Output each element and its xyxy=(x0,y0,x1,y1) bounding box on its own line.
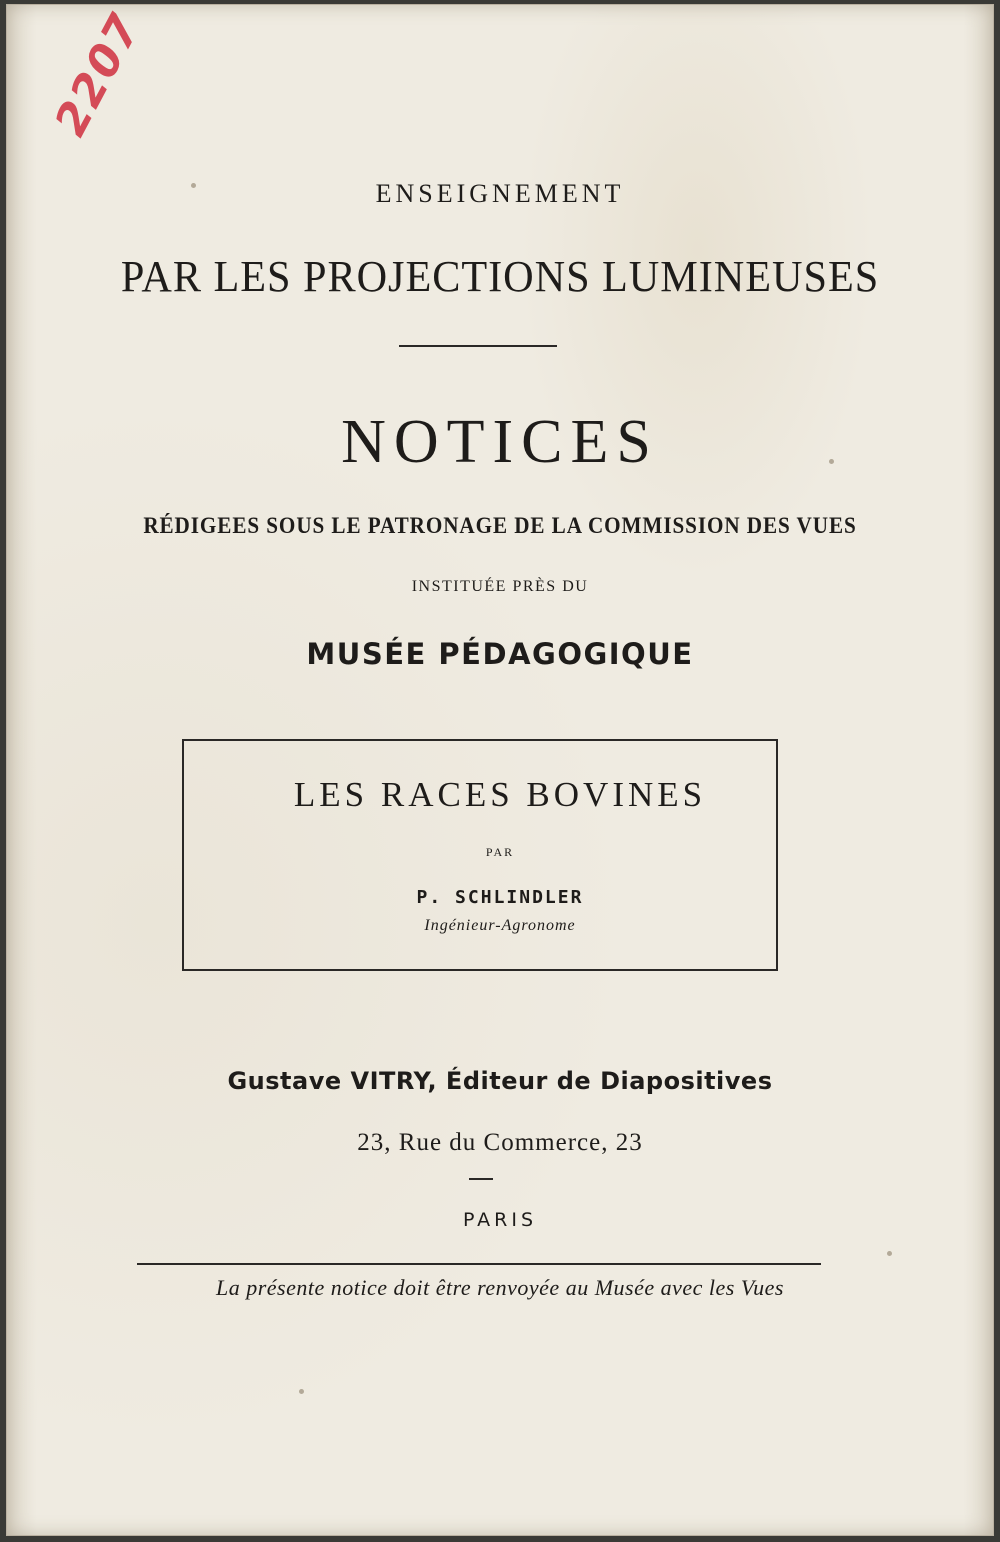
work-title: LES RACES BOVINES xyxy=(293,775,707,814)
dash-divider xyxy=(469,1178,493,1180)
by-label: PAR xyxy=(485,845,515,859)
publisher-name: Gustave VITRY, Éditeur de Diapositives xyxy=(227,1067,773,1095)
short-divider xyxy=(399,345,557,347)
header-line-1: ENSEIGNEMENT xyxy=(375,179,625,208)
publisher-city: PARIS xyxy=(462,1209,538,1231)
author-name: P. SCHLINDLER xyxy=(416,887,584,908)
publisher-address: 23, Rue du Commerce, 23 xyxy=(357,1129,643,1156)
instituted-line: INSTITUÉE PRÈS DU xyxy=(411,578,589,595)
footer-note: La présente notice doit être renvoyée au Musée avec les Vues xyxy=(216,1275,784,1300)
paper-speck xyxy=(887,1251,892,1256)
paper-speck xyxy=(299,1389,304,1394)
paper-speck xyxy=(829,459,834,464)
document-page xyxy=(6,4,994,1536)
handwritten-note: 2207 xyxy=(45,4,152,145)
header-line-2: PAR LES PROJECTIONS LUMINEUSES xyxy=(120,252,880,301)
long-divider xyxy=(137,1263,821,1265)
paper-speck xyxy=(191,183,196,188)
museum-name: MUSÉE PÉDAGOGIQUE xyxy=(306,637,694,671)
author-role: Ingénieur-Agronome xyxy=(424,917,576,934)
subtitle: RÉDIGEES SOUS LE PATRONAGE DE LA COMMISSION DES VUES xyxy=(143,513,857,538)
main-title: NOTICES xyxy=(341,408,659,476)
